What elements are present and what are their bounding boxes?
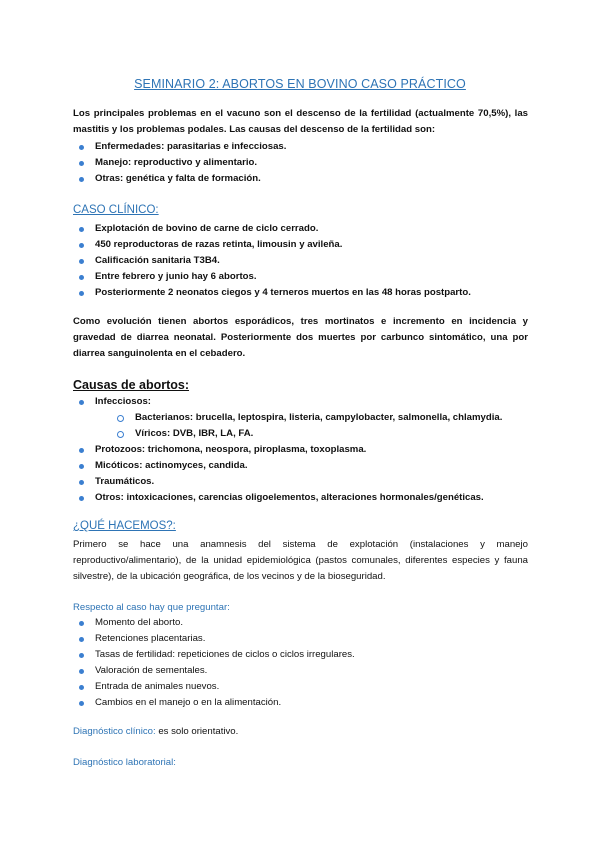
bullet-icon: [79, 145, 84, 150]
causas-heading: Causas de abortos:: [73, 378, 190, 392]
circle-bullet-icon: [117, 415, 124, 422]
bullet-icon: [79, 448, 84, 453]
list-item: Otros: intoxicaciones, carencias oligoelementos, alteraciones hormonales/genéticas.: [73, 490, 502, 506]
intro-list: [73, 139, 286, 187]
bullet-icon: [79, 653, 84, 658]
list-item: Retenciones placentarias.: [73, 631, 355, 647]
bullet-icon: [79, 637, 84, 642]
list-item: Tasas de fertilidad: repeticiones de ciclos o ciclos irregulares.: [73, 647, 355, 663]
bullet-icon: [79, 496, 84, 501]
list-item: Micóticos: actinomyces, candida.: [73, 458, 502, 474]
causas-list: [73, 394, 502, 506]
bullet-icon: [79, 400, 84, 405]
list-item: Valoración de sementales.: [73, 663, 355, 679]
que-hacemos-heading: ¿QUÉ HACEMOS?:: [73, 520, 176, 532]
list-item: Infecciosos:: [73, 394, 502, 410]
bullet-icon: [79, 177, 84, 182]
diagnostico-clinico-text: es solo orientativo.: [155, 726, 239, 737]
bullet-icon: [79, 259, 84, 264]
list-item: Traumáticos.: [73, 474, 502, 490]
list-item: Otras: genética y falta de formación.: [73, 171, 286, 187]
list-item: Explotación de bovino de carne de ciclo cerrado.: [73, 221, 471, 237]
intro-paragraph: Los principales problemas en el vacuno son el descenso de la fertilidad (actualmente 70,5%), las mastitis y los problemas podales. Las causas del descenso de la fertilidad son:: [73, 108, 528, 135]
bullet-icon: [79, 701, 84, 706]
list-item: Protozoos: trichomona, neospora, piroplasma, toxoplasma.: [73, 442, 502, 458]
bullet-icon: [79, 161, 84, 166]
list-item: Manejo: reproductivo y alimentario.: [73, 155, 286, 171]
bullet-icon: [79, 275, 84, 280]
list-item: Momento del aborto.: [73, 615, 355, 631]
bullet-icon: [79, 621, 84, 626]
caso-list: [73, 221, 471, 301]
bullet-icon: [79, 480, 84, 485]
evolution-paragraph: Como evolución tienen abortos esporádicos, tres mortinatos e incremento en incidencia y gravedad de diarrea neonatal. Posteriormente dos muertes por carbunco sintomático, una por diarrea sanguinolenta en el cebadero.: [73, 316, 528, 359]
questions-list: [73, 615, 355, 711]
bullet-icon: [79, 669, 84, 674]
list-item: 450 reproductoras de razas retinta, limousin y avileña.: [73, 237, 471, 253]
list-item: Bacterianos: brucella, leptospira, listeria, campylobacter, salmonella, chlamydia.: [73, 410, 502, 426]
diagnostico-clinico: [73, 724, 528, 740]
bullet-icon: [79, 227, 84, 232]
list-item: Víricos: DVB, IBR, LA, FA.: [73, 426, 502, 442]
bullet-icon: [79, 291, 84, 296]
caso-clinico-heading: CASO CLÍNICO:: [73, 204, 159, 216]
list-item: Posteriormente 2 neonatos ciegos y 4 terneros muertos en las 48 horas postparto.: [73, 285, 471, 301]
respecto-subheading: Respecto al caso hay que preguntar:: [73, 602, 230, 613]
diagnostico-laboratorial-label: Diagnóstico laboratorial:: [73, 757, 176, 768]
anamnesis-paragraph: Primero se hace una anamnesis del sistema de explotación (instalaciones y manejo reproductivo/alimentario), de la unidad epidemiológica (pastos comunales, diferentes especies y fauna silvestre), de la ubicación geográfica, de los vecinos y de la bioseguridad.: [73, 539, 528, 582]
list-item: Entrada de animales nuevos.: [73, 679, 355, 695]
circle-bullet-icon: [117, 431, 124, 438]
list-item: Calificación sanitaria T3B4.: [73, 253, 471, 269]
list-item: Enfermedades: parasitarias e infecciosas.: [73, 139, 286, 155]
bullet-icon: [79, 464, 84, 469]
list-item: Cambios en el manejo o en la alimentación.: [73, 695, 355, 711]
diagnostico-clinico-label: Diagnóstico clínico:: [73, 726, 156, 737]
bullet-icon: [79, 685, 84, 690]
list-item: Entre febrero y junio hay 6 abortos.: [73, 269, 471, 285]
page-title: SEMINARIO 2: ABORTOS EN BOVINO CASO PRÁCTICO: [134, 77, 466, 91]
bullet-icon: [79, 243, 84, 248]
